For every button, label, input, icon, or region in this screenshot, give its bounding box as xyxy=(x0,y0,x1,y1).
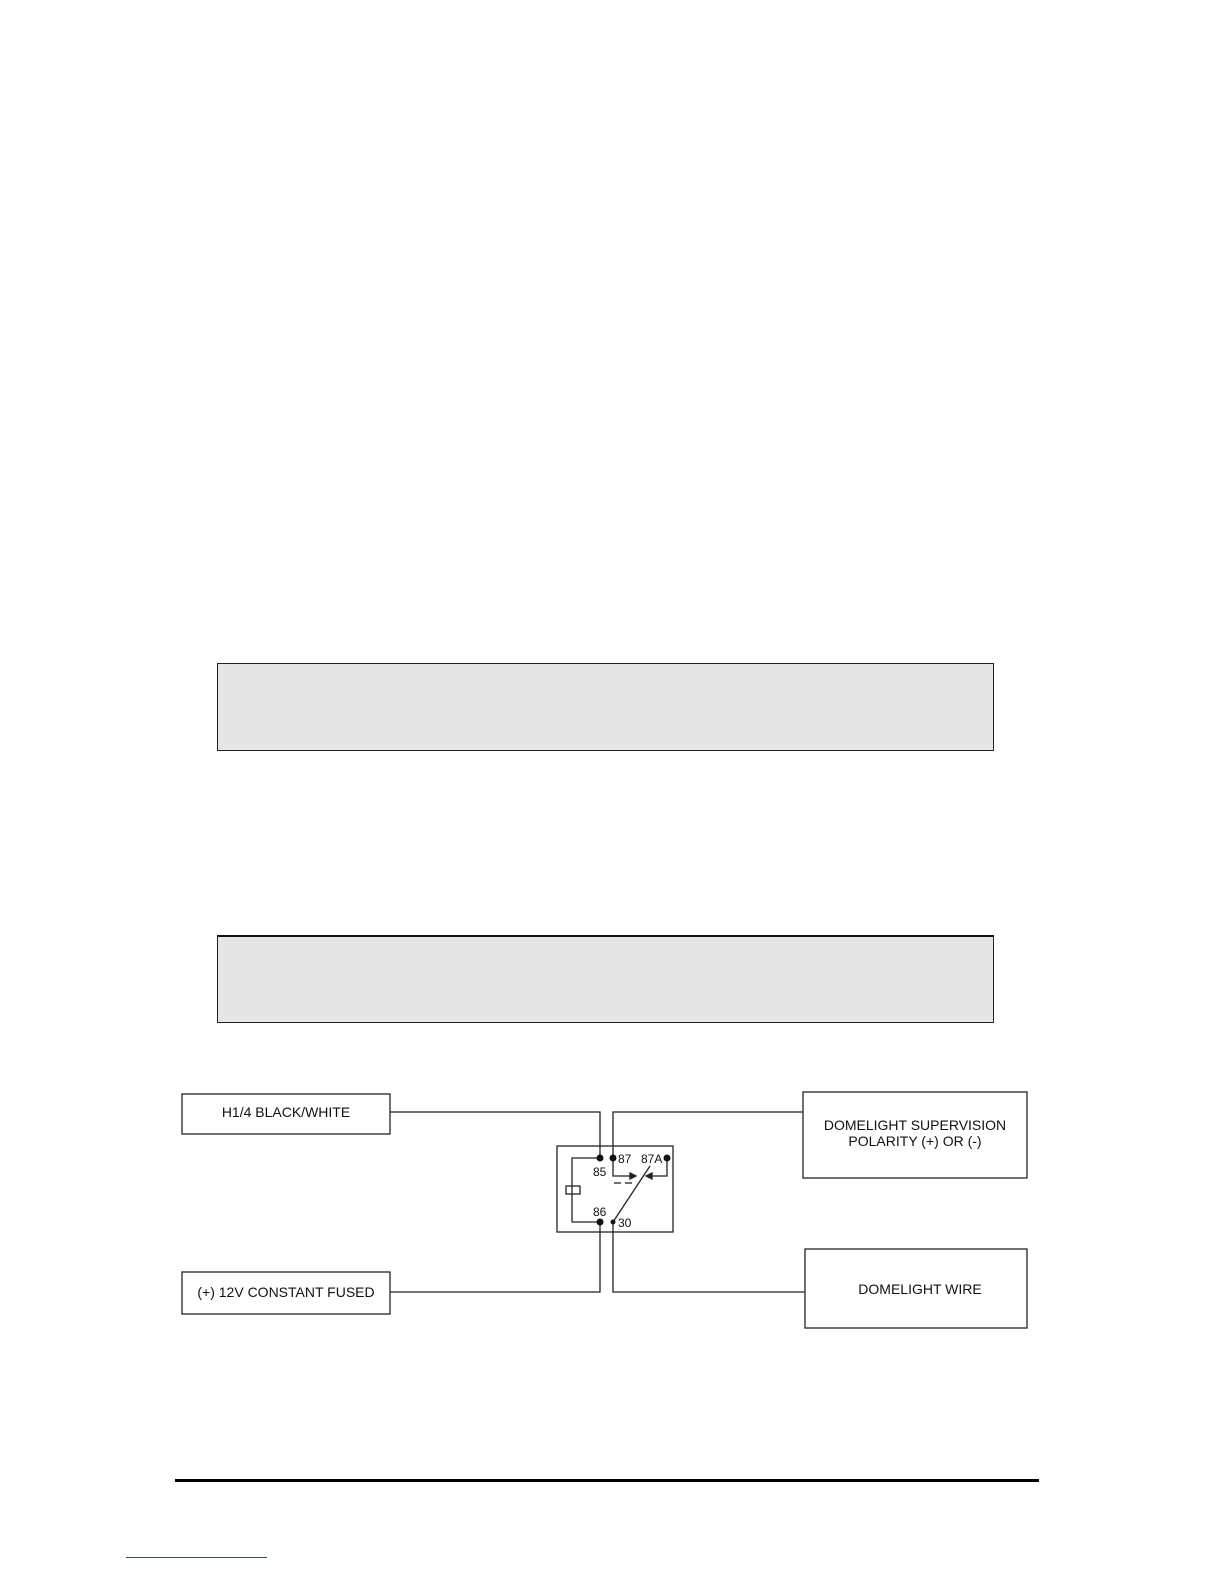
footer-link-underline[interactable] xyxy=(126,1557,267,1558)
terminal-85-dot xyxy=(597,1155,604,1162)
terminal-87-dot xyxy=(610,1155,617,1162)
pin-label-87a: 87A xyxy=(641,1152,663,1166)
pin-label-85: 85 xyxy=(593,1165,607,1179)
output-label-top-line1: DOMELIGHT SUPERVISION xyxy=(823,1117,1007,1133)
coil-symbol xyxy=(566,1186,580,1194)
contact-87a-arrow xyxy=(646,1173,652,1179)
contact-87-arrow xyxy=(630,1173,636,1179)
output-label-bottom: DOMELIGHT WIRE xyxy=(858,1281,982,1297)
input-label-bottom: (+) 12V CONSTANT FUSED xyxy=(197,1284,375,1300)
wire-85 xyxy=(390,1112,600,1158)
pin-label-86: 86 xyxy=(593,1205,607,1219)
terminal-30-dot xyxy=(611,1220,616,1225)
pin-label-87: 87 xyxy=(618,1152,632,1166)
output-label-top-line2: POLARITY (+) OR (-) xyxy=(848,1133,982,1149)
terminal-87a-dot xyxy=(664,1155,671,1162)
pin-label-30: 30 xyxy=(618,1216,632,1230)
footer-rule xyxy=(175,1479,1039,1482)
input-label-top: H1/4 BLACK/WHITE xyxy=(221,1104,351,1120)
terminal-86-dot xyxy=(597,1219,604,1226)
